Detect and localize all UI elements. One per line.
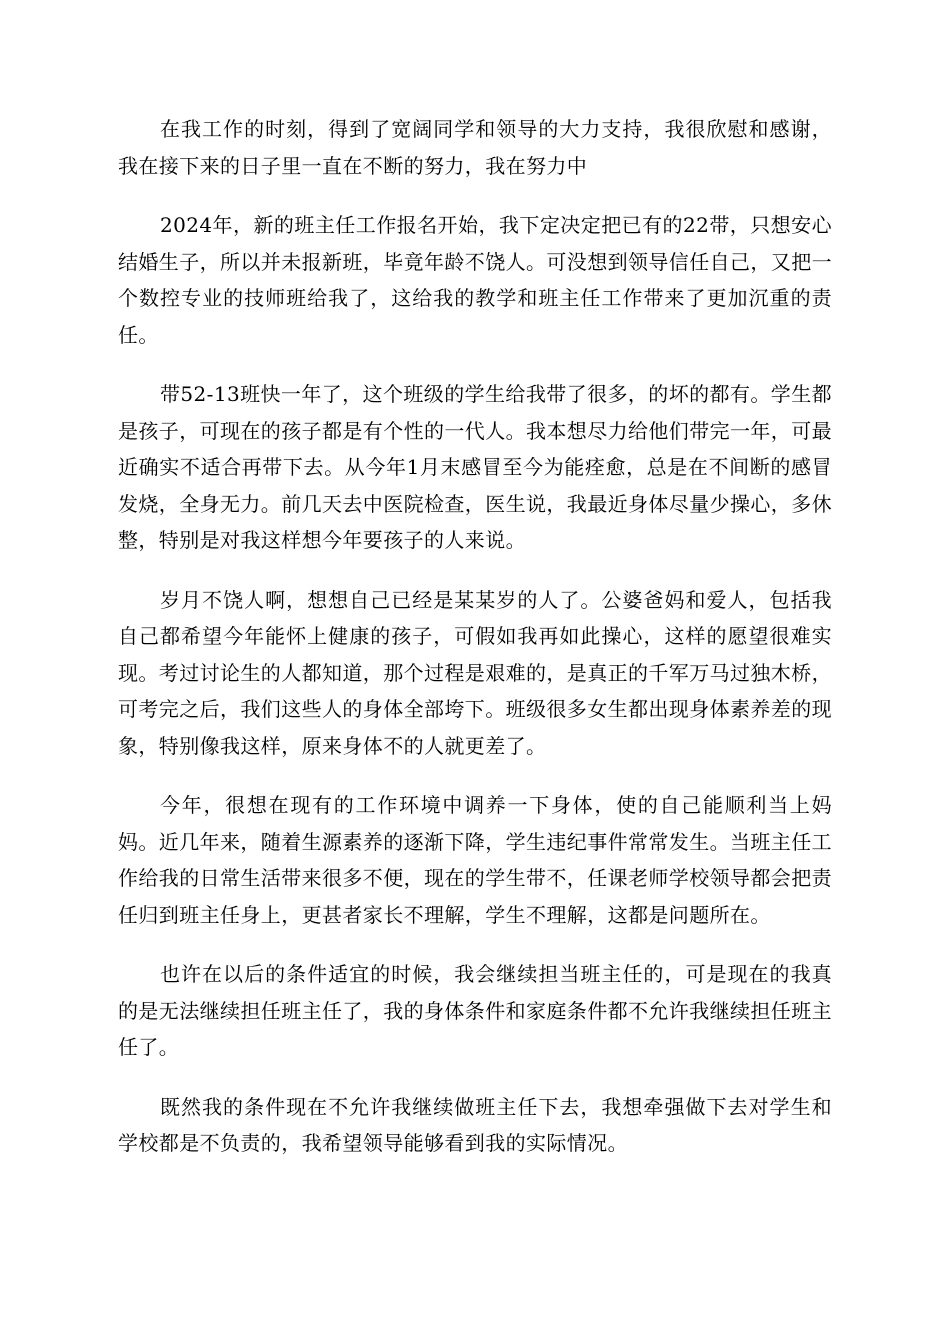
paragraph-7: 既然我的条件现在不允许我继续做班主任下去，我想牵强做下去对学生和学校都是不负责的，我希望领导能够看到我的实际情况。 — [118, 1094, 832, 1155]
paragraph-1: 在我工作的时刻，得到了宽阔同学和领导的大力支持，我很欣慰和感谢，我在接下来的日子里一直在不断的努力，我在努力中 — [118, 117, 832, 178]
document-body — [118, 111, 832, 1185]
paragraph-5: 今年，很想在现有的工作环境中调养一下身体，使的自己能顺利当上妈妈。近几年来，随着生源素养的逐渐下降，学生违纪事件常常发生。当班主任工作给我的日常生活带来很多不便，现在的学生带不，任课老师学校领导都会把责任归到班主任身上，更甚者家长不理解，学生不理解，这都是问题所在。 — [118, 793, 832, 927]
paragraph-4: 岁月不饶人啊，想想自己已经是某某岁的人了。公婆爸妈和爱人，包括我自己都希望今年能怀上健康的孩子，可假如我再如此操心，这样的愿望很难实现。考过讨论生的人都知道，那个过程是艰难的，是真正的千军万马过独木桥，可考完之后，我们这些人的身体全部垮下。班级很多女生都出现身体素养差的现象，特别像我这样，原来身体不的人就更差了。 — [118, 587, 832, 758]
paragraph-3: 带52-13班快一年了，这个班级的学生给我带了很多，的坏的都有。学生都是孩子，可现在的孩子都是有个性的一代人。我本想尽力给他们带完一年，可最近确实不适合再带下去。从今年1月末感冒至今为能痊愈，总是在不间断的感冒发烧，全身无力。前几天去中医院检查，医生说，我最近身体尽量少操心，多休整，特别是对我这样想今年要孩子的人来说。 — [118, 382, 832, 552]
paragraph-6: 也许在以后的条件适宜的时候，我会继续担当班主任的，可是现在的我真的是无法继续担任班主任了，我的身体条件和家庭条件都不允许我继续担任班主任了。 — [118, 962, 832, 1059]
paragraph-2: 2024年，新的班主任工作报名开始，我下定决定把已有的22带，只想安心结婚生子，所以并未报新班，毕竟年龄不饶人。可没想到领导信任自己，又把一个数控专业的技师班给我了，这给我的教学和班主任工作带来了更加沉重的责任。 — [118, 213, 832, 347]
